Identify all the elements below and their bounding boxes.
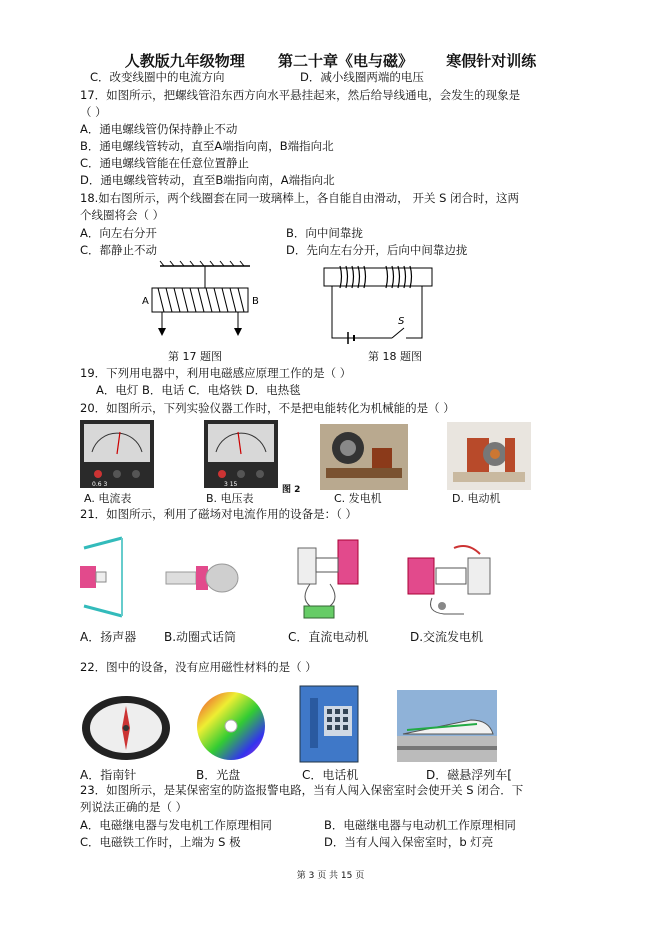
q21-caption-a: A．扬声器 <box>80 630 137 644</box>
fig17-label-a: A <box>142 296 149 307</box>
fig18-caption: 第 18 题图 <box>368 350 422 363</box>
q22-caption-d: D．磁悬浮列车[ <box>426 768 512 782</box>
fig2-label: 图 2 <box>282 485 301 495</box>
fig18-label-s: S <box>398 316 405 327</box>
q23-option-d: D．当有人闯入保密室时，b 灯亮 <box>324 835 494 849</box>
q17-option-c: C．通电螺线管能在任意位置静止 <box>80 156 250 170</box>
q18-option-c: C．都静止不动 <box>80 243 158 257</box>
q18-option-a: A．向左右分开 <box>80 226 157 240</box>
q17-option-b: B．通电螺线管转动，直至A端指向南，B端指向北 <box>80 139 334 153</box>
ammeter-scale-text: 0.6 3 <box>92 481 108 488</box>
q17-paren: （ ） <box>80 105 107 119</box>
motor-image <box>447 422 531 490</box>
q18-stem-2: 个线圈将会（ ） <box>80 208 165 222</box>
voltmeter-image <box>204 420 278 488</box>
q20-caption-d: D. 电动机 <box>452 492 501 505</box>
q21-caption-b: B.动圈式话筒 <box>164 630 237 644</box>
page-footer: 第 3 页 共 15 页 <box>296 871 365 881</box>
q20-stem: 20．如图所示，下列实验仪器工作时，不是把电能转化为机械能的是（ ） <box>80 401 455 415</box>
q22-caption-b: B．光盘 <box>196 768 241 782</box>
q22-caption-a: A．指南针 <box>80 768 137 782</box>
compass-image <box>80 694 172 762</box>
page-title <box>0 50 661 71</box>
voltmeter-scale-text: 3 15 <box>224 481 238 488</box>
fig17-label-b: B <box>252 296 259 307</box>
title-purpose: 寒假针对训练 <box>446 52 537 70</box>
title-grade: 人教版九年级物理 <box>124 52 245 70</box>
q23-option-b: B．电磁继电器与电动机工作原理相同 <box>324 818 516 832</box>
maglev-train-image <box>397 690 497 762</box>
dc-motor-image <box>290 530 370 622</box>
fig17-caption: 第 17 题图 <box>168 350 222 363</box>
figure-18-coils <box>322 262 436 346</box>
q18-option-d: D．先向左右分开，后向中间靠边拢 <box>286 243 468 257</box>
q19-options: A．电灯 B．电话 C．电烙铁 D．电热毯 <box>96 383 301 397</box>
q21-caption-d: D.交流发电机 <box>410 630 484 644</box>
speaker-image <box>78 532 130 622</box>
q21-stem: 21．如图所示，利用了磁场对电流作用的设备是：（ ） <box>80 507 358 521</box>
q22-caption-c: C．电话机 <box>302 768 359 782</box>
q23-stem-2: 列说法正确的是（ ） <box>80 800 188 814</box>
telephone-image <box>298 684 360 764</box>
q20-caption-c: C. 发电机 <box>334 492 382 505</box>
cd-disc-image <box>194 690 268 762</box>
q22-stem: 22．图中的设备，没有应用磁性材料的是（ ） <box>80 660 317 674</box>
q18-option-b: B．向中间靠拢 <box>286 226 363 240</box>
generator-image <box>320 424 408 490</box>
q23-option-a: A．电磁继电器与发电机工作原理相同 <box>80 818 272 832</box>
q23-option-c: C．电磁铁工作时，上端为 S 极 <box>80 835 241 849</box>
q16-option-d: D．减小线圈两端的电压 <box>300 70 424 84</box>
q20-caption-a: A. 电流表 <box>84 492 132 505</box>
q21-caption-c: C．直流电动机 <box>288 630 369 644</box>
q18-stem: 18.如右图所示，两个线圈套在同一玻璃棒上，各自能自由滑动， 开关 S 闭合时，这两 <box>80 191 520 205</box>
ammeter-image <box>80 420 154 488</box>
title-chapter: 第二十章《电与磁》 <box>277 52 413 70</box>
q17-option-d: D．通电螺线管转动，直至B端指向南，A端指向北 <box>80 173 335 187</box>
q17-stem: 17．如图所示，把螺线管沿东西方向水平悬挂起来，然后给导线通电，会发生的现象是 <box>80 88 521 102</box>
q23-stem: 23．如图所示，是某保密室的防盗报警电路，当有人闯入保密室时会使开关 S 闭合．下 <box>80 783 524 797</box>
figure-17-solenoid <box>140 260 270 340</box>
q16-option-c: C．改变线圈中的电流方向 <box>90 70 225 84</box>
microphone-image <box>164 560 244 596</box>
q17-option-a: A．通电螺线管仍保持静止不动 <box>80 122 238 136</box>
ac-generator-image <box>402 540 502 622</box>
q19-stem: 19．下列用电器中，利用电磁感应原理工作的是（ ） <box>80 366 352 380</box>
q20-caption-b: B. 电压表 <box>206 492 254 505</box>
